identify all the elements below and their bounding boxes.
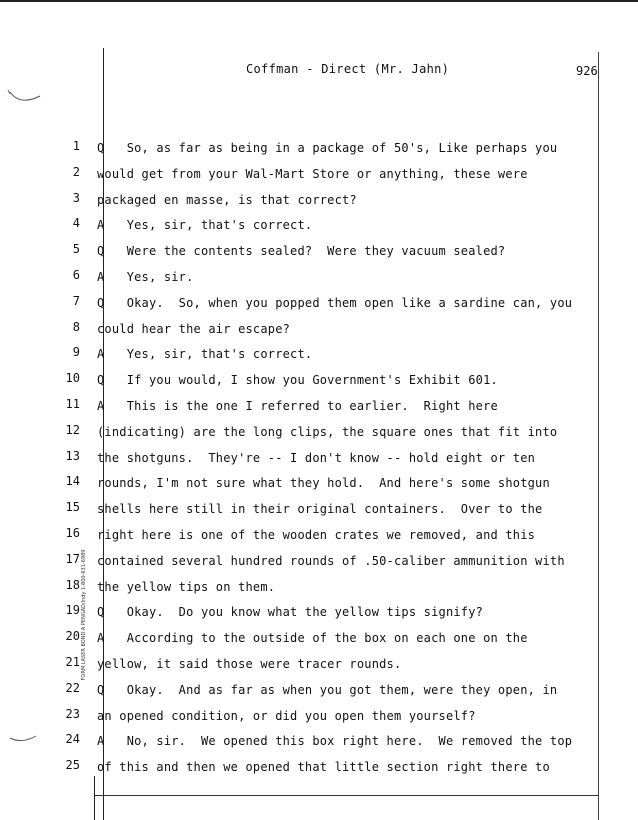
transcript-line: the shotguns. They're -- I don't know -- hold eight or ten: [97, 451, 536, 465]
line-number: 3: [72, 191, 80, 205]
line-number: 15: [65, 500, 80, 514]
transcript-line: yellow, it said those were tracer rounds.: [97, 657, 402, 671]
line-number: 14: [65, 474, 80, 488]
line-number: 25: [65, 758, 80, 772]
line-number: 24: [65, 732, 80, 746]
transcript-line: Q Okay. Do you know what the yellow tips signify?: [97, 605, 484, 619]
line-number: 21: [65, 655, 80, 669]
line-number: 18: [65, 578, 80, 592]
line-number: 5: [72, 242, 80, 256]
transcript-line: right here is one of the wooden crates we removed, and this: [97, 528, 536, 542]
transcript-line: the yellow tips on them.: [97, 580, 276, 594]
transcript-line: packaged en masse, is that correct?: [97, 193, 357, 207]
transcript-line: contained several hundred rounds of .50-caliber ammunition with: [97, 554, 565, 568]
transcript-line: Q If you would, I show you Government's Exhibit 601.: [97, 373, 498, 387]
transcript-line: Q Okay. So, when you popped them open like a sardine can, you: [97, 296, 573, 310]
line-number: 11: [65, 397, 80, 411]
line-number: 23: [65, 707, 80, 721]
page-top-edge: [0, 0, 638, 2]
line-number: 6: [72, 268, 80, 282]
line-number: 2: [72, 165, 80, 179]
transcript-line: an opened condition, or did you open them yourself?: [97, 709, 476, 723]
line-number: 10: [65, 371, 80, 385]
line-number: 17: [65, 552, 80, 566]
bottom-rule: [94, 795, 598, 796]
transcript-line: rounds, I'm not sure what they hold. And here's some shotgun: [97, 476, 550, 490]
transcript-line: A No, sir. We opened this box right here. We removed the top: [97, 734, 573, 748]
form-side-text: FORM LASER BOND A PENGAD/Indy 1-800-631-6989: [81, 549, 87, 681]
line-number: 1: [72, 139, 80, 153]
transcript-line: Q Were the contents sealed? Were they vacuum sealed?: [97, 244, 506, 258]
line-number: 22: [65, 681, 80, 695]
line-number: 16: [65, 526, 80, 540]
line-number: 8: [72, 320, 80, 334]
line-number: 20: [65, 629, 80, 643]
transcript-line: A Yes, sir, that's correct.: [97, 218, 313, 232]
page-number: 926: [576, 64, 598, 78]
transcript-line: Q Okay. And as far as when you got them, were they open, in: [97, 683, 558, 697]
line-number: 19: [65, 603, 80, 617]
transcript-line: of this and then we opened that little section right there to: [97, 760, 550, 774]
transcript-line: A Yes, sir, that's correct.: [97, 347, 313, 361]
line-number: 7: [72, 294, 80, 308]
hole-punch-mark-top: [6, 86, 46, 108]
line-number: 4: [72, 216, 80, 230]
left-margin-rule-lower: [94, 776, 95, 820]
line-number: 9: [72, 345, 80, 359]
transcript-line: A According to the outside of the box on each one on the: [97, 631, 528, 645]
transcript-line: A Yes, sir.: [97, 270, 194, 284]
right-margin-rule: [598, 52, 599, 820]
transcript-line: would get from your Wal-Mart Store or anything, these were: [97, 167, 528, 181]
line-number: 12: [65, 423, 80, 437]
transcript-line: A This is the one I referred to earlier. Right here: [97, 399, 498, 413]
transcript-line: (indicating) are the long clips, the square ones that fit into: [97, 425, 558, 439]
transcript-line: Q So, as far as being in a package of 50's, Like perhaps you: [97, 141, 558, 155]
line-number: 13: [65, 449, 80, 463]
hole-punch-mark-bottom: [4, 730, 44, 750]
page-header: Coffman - Direct (Mr. Jahn): [246, 62, 450, 76]
transcript-line: shells here still in their original containers. Over to the: [97, 502, 543, 516]
transcript-line: could hear the air escape?: [97, 322, 291, 336]
